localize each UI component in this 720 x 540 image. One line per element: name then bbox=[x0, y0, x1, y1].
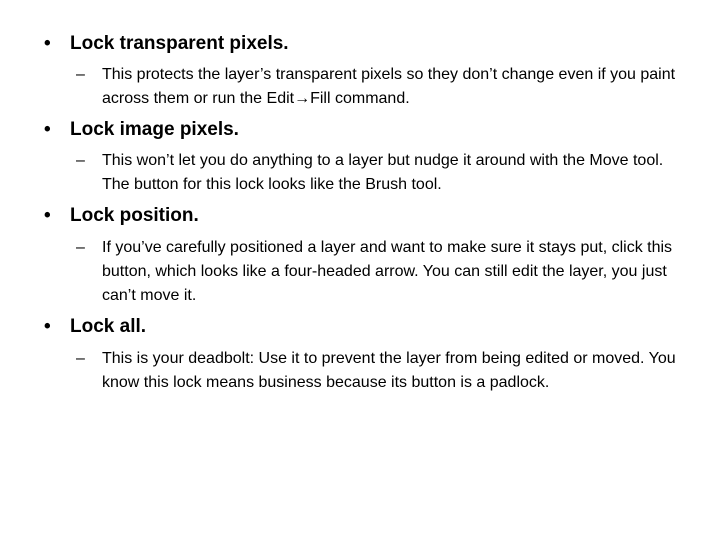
bullet-heading: Lock transparent pixels. bbox=[70, 33, 289, 54]
sub-bullet-text: This protects the layer’s transparent pixels so they don’t change even if you paint across them or run the Edit→Fill command. bbox=[102, 66, 676, 107]
sub-bullet-lock-image-pixels bbox=[76, 149, 686, 197]
bullet-dot-icon: • bbox=[44, 119, 51, 140]
dash-icon: – bbox=[76, 239, 85, 256]
dash-icon: – bbox=[76, 350, 85, 367]
bullet-dot-icon: • bbox=[44, 33, 51, 54]
bullet-dot-icon: • bbox=[44, 316, 51, 337]
sub-bullet-text: If you’ve carefully positioned a layer and want to make sure it stays put, click this button, which looks like a four-headed arrow. You can still edit the layer, you just can’t move it. bbox=[102, 239, 673, 304]
sub-bullet-text: This won’t let you do anything to a layer but nudge it around with the Move tool. The button for this lock looks like the Brush tool. bbox=[102, 152, 664, 193]
bullet-heading: Lock position. bbox=[70, 205, 199, 226]
bullet-heading: Lock all. bbox=[70, 316, 147, 337]
bullet-heading: Lock image pixels. bbox=[70, 119, 239, 140]
bullet-dot-icon: • bbox=[44, 205, 51, 226]
dash-icon: – bbox=[76, 66, 85, 83]
sub-bullet-lock-all bbox=[76, 347, 686, 395]
sub-bullet-text: This is your deadbolt: Use it to prevent the layer from being edited or moved. You know this lock means business because its button is a padlock. bbox=[102, 350, 676, 391]
dash-icon: – bbox=[76, 152, 85, 169]
sub-bullet-lock-transparent-pixels bbox=[76, 63, 686, 111]
sub-bullet-lock-position bbox=[76, 236, 686, 308]
